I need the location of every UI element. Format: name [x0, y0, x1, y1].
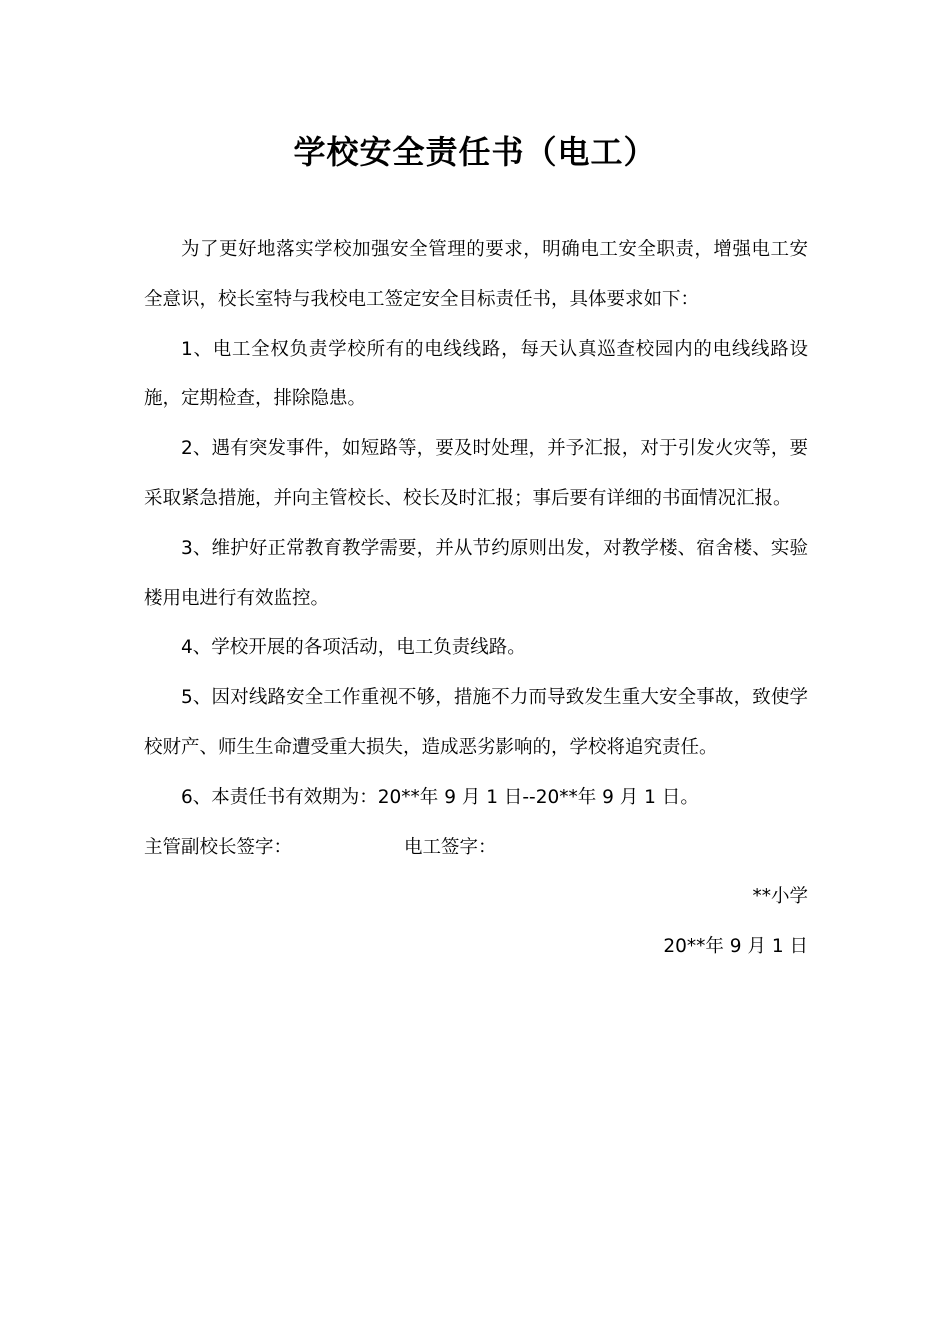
document-title: 学校安全责任书（电工）: [293, 133, 657, 171]
clause-5: 5、因对线路安全工作重视不够，措施不力而导致发生重大安全事故，致使学校财产、师生生命遭受重大损失，造成恶劣影响的，学校将追究责任。: [144, 687, 808, 758]
electrician-signature-label: 电工签字：: [404, 836, 497, 858]
vice-principal-signature-label: 主管副校长签字：: [144, 836, 293, 858]
clause-3: 3、维护好正常教育教学需要，并从节约原则出发，对教学楼、宿舍楼、实验楼用电进行有效监控。: [144, 537, 808, 609]
signature-row: [144, 823, 808, 873]
document-date: 20**年 9 月 1 日: [663, 936, 808, 958]
clause-6: 6、本责任书有效期为：20**年 9 月 1 日--20**年 9 月 1 日。: [181, 786, 699, 808]
intro-paragraph: 为了更好地落实学校加强安全管理的要求，明确电工安全职责，增强电工安全意识，校长室特与我校电工签定安全目标责任书，具体要求如下：: [144, 239, 808, 310]
school-name: **小学: [752, 886, 808, 908]
clause-4: 4、学校开展的各项活动，电工负责线路。: [181, 637, 526, 659]
clause-1: 1、电工全权负责学校所有的电线线路，每天认真巡查校园内的电线线路设施，定期检查，排除隐患。: [144, 338, 808, 410]
clause-2: 2、遇有突发事件，如短路等，要及时处理，并予汇报，对于引发火灾等，要采取紧急措施，并向主管校长、校长及时汇报；事后要有详细的书面情况汇报。: [144, 438, 808, 509]
document-body: [144, 225, 808, 972]
